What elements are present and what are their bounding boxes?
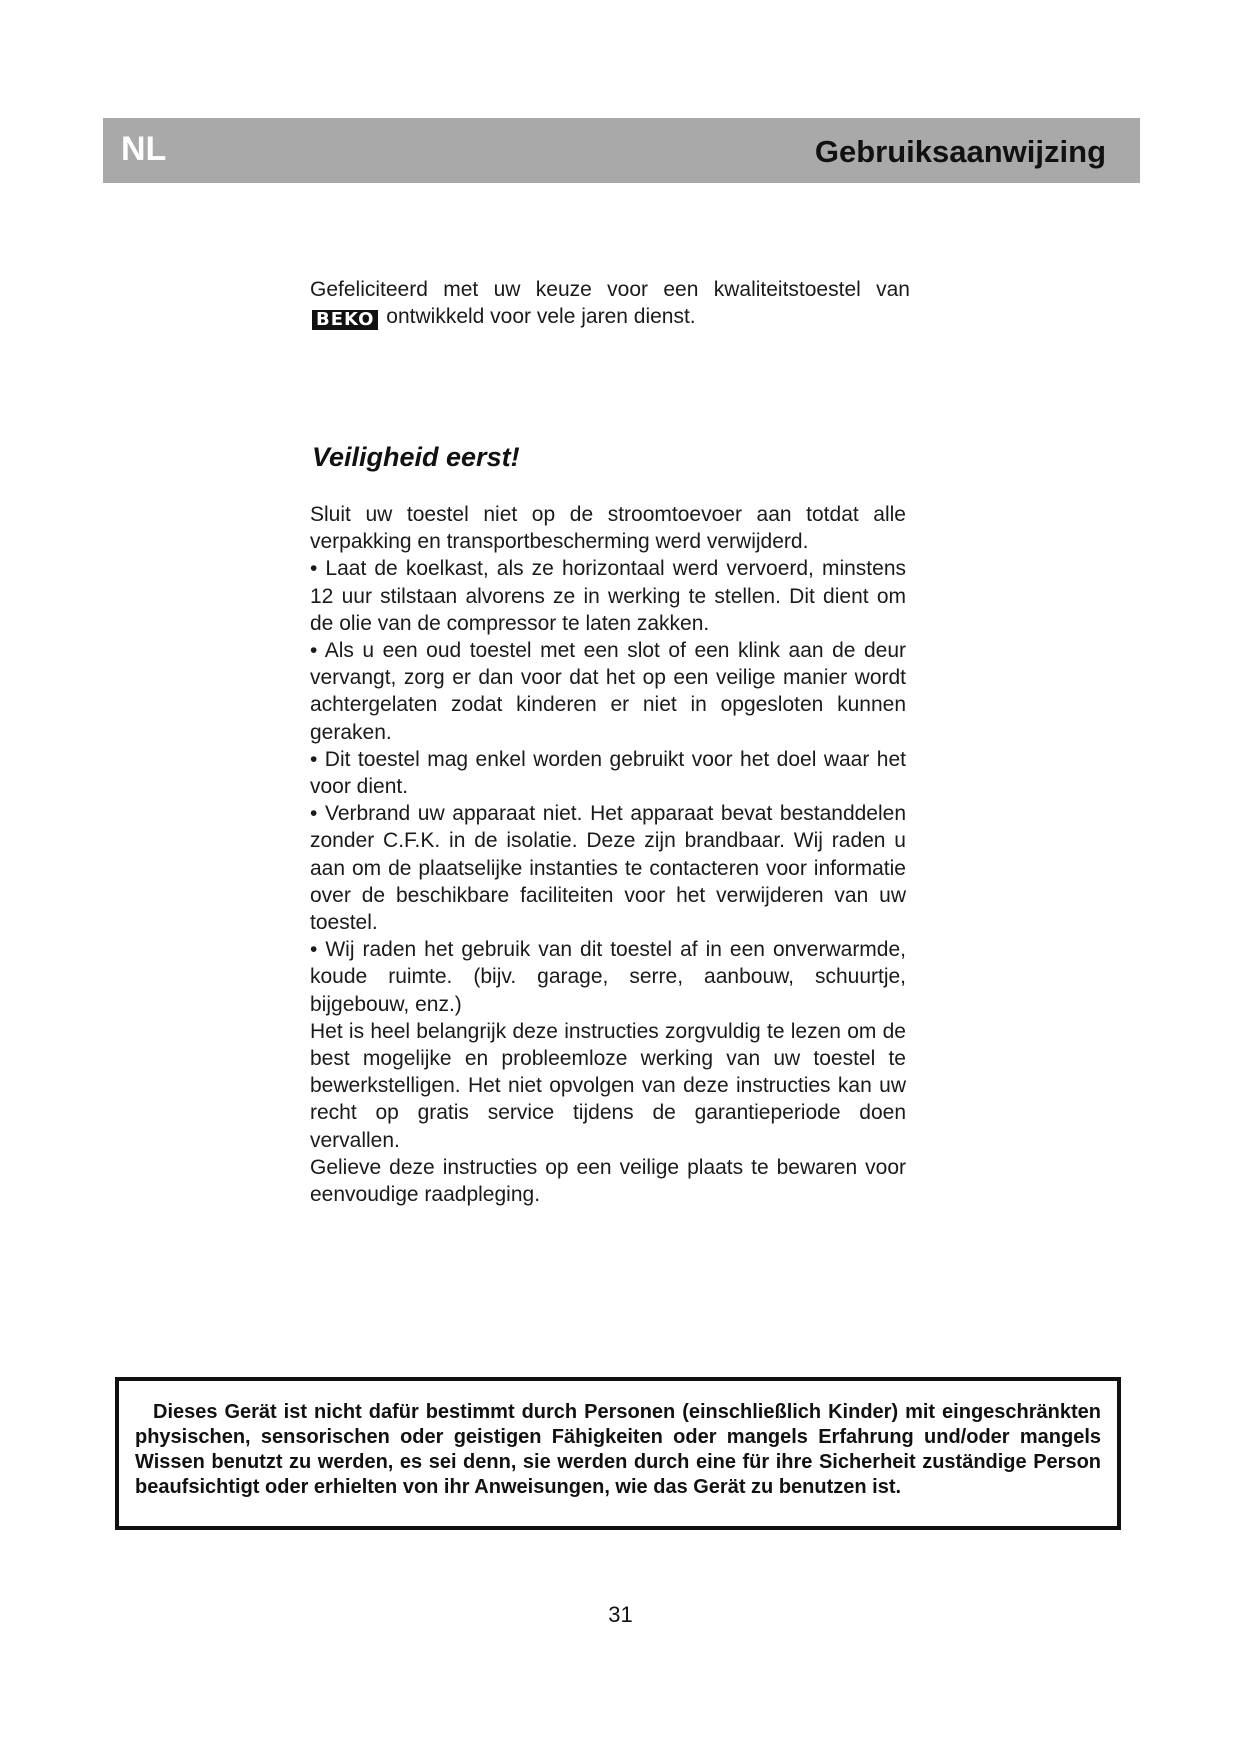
page-header	[103, 118, 1140, 183]
instruction-paragraph: • Laat de koelkast, als ze horizontaal werd vervoerd, minstens 12 uur stilstaan alvorens ze in werking te stellen. Dit dient om de olie van de compressor te laten zakken.	[310, 557, 906, 635]
page-number: 31	[608, 1602, 633, 1627]
document-title: Gebruiksaanwijzing	[814, 134, 1106, 169]
warning-box	[115, 1377, 1121, 1530]
section-heading: Veiligheid eerst!	[312, 442, 520, 472]
instruction-paragraph: Sluit uw toestel niet op de stroomtoevoer aan totdat alle verpakking en transportbescherming werd verwijderd.	[310, 503, 906, 554]
instruction-paragraph: Het is heel belangrijk deze instructies zorgvuldig te lezen om de best mogelijke en probleemloze werking van uw toestel te bewerkstelligen. Het niet opvolgen van deze instructies kan uw recht op gratis service tijdens de garantieperiode doen vervallen.	[310, 1019, 906, 1152]
warning-text: Dieses Gerät ist nicht dafür bestimmt durch Personen (einschließlich Kinder) mit eingeschränkten physischen, sensorischen oder geistigen Fähigkeiten oder mangels Erfahrung und/oder mangels Wissen benutzt zu werden, es sei denn, sie werden durch eine für ihre Sicherheit zuständige Person beaufsichtigt oder erhielten von ihr Anweisungen, wie das Gerät zu benutzen ist.	[135, 1401, 1101, 1498]
brand-logo: BEKO	[312, 310, 378, 330]
instruction-paragraph: • Verbrand uw apparaat niet. Het apparaat bevat bestanddelen zonder C.F.K. in de isolatie. Deze zijn brandbaar. Wij raden u aan om de plaatselijke instanties te contacteren voor informatie over de beschikbare faciliteiten voor het verwijderen van uw toestel.	[310, 802, 906, 935]
instruction-paragraph: • Als u een oud toestel met een slot of een klink aan de deur vervangt, zorg er dan voor dat het op een veilige manier wordt achtergelaten zodat kinderen er niet in opgesloten kunnen geraken.	[310, 639, 906, 744]
intro-text-start: Gefeliciteerd met uw keuze voor een kwaliteitstoestel van	[310, 278, 910, 301]
intro-paragraph	[310, 276, 910, 330]
safety-instructions	[310, 501, 906, 1208]
language-code: NL	[121, 130, 167, 168]
intro-text-end: ontwikkeld voor vele jaren dienst.	[380, 305, 696, 328]
instruction-paragraph: • Dit toestel mag enkel worden gebruikt voor het doel waar het voor dient.	[310, 747, 906, 799]
instruction-paragraph: • Wij raden het gebruik van dit toestel af in een onverwarmde, koude ruimte. (bijv. garage, serre, aanbouw, schuurtje, bijgebouw, enz.)	[310, 938, 906, 1016]
instruction-paragraph: Gelieve deze instructies op een veilige plaats te bewaren voor eenvoudige raadpleging.	[310, 1155, 906, 1207]
